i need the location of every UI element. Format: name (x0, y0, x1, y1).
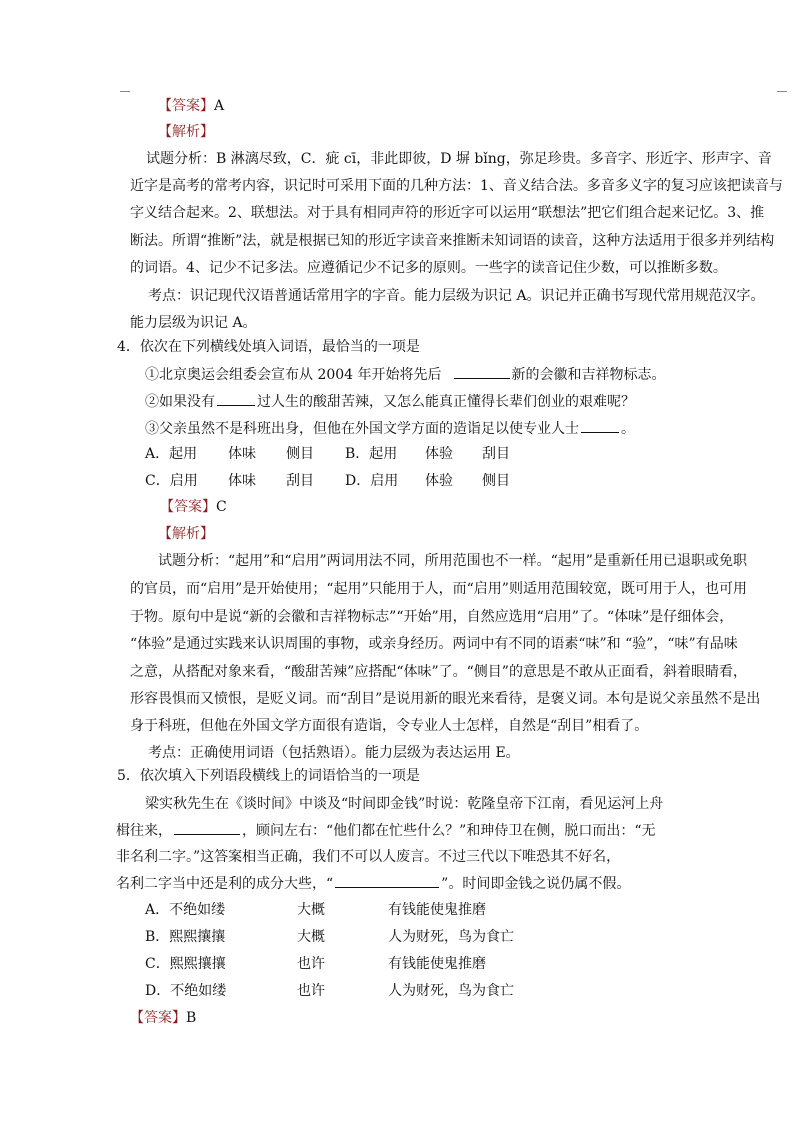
option-a: A．不绝如缕 (145, 902, 226, 918)
passage-line: 名利二字当中还是利的成分大些，“ ”。时间即金钱之说仍属不假。 (116, 873, 630, 894)
kaodian-text: 能力层级为识记 A。 (130, 315, 257, 331)
option-a-word3: 侧目 (286, 446, 314, 462)
option-c-word3: 有钱能使鬼推磨 (388, 956, 486, 972)
answer-line (158, 96, 224, 116)
option-a-word2: 体味 (228, 446, 256, 462)
question-stem: 4．依次在下列横线处填入词语，最恰当的一项是 (117, 339, 420, 355)
blank (174, 820, 240, 835)
option-b-word2: 大概 (297, 929, 325, 945)
option-b: B．起用 (345, 446, 398, 462)
blank (581, 418, 619, 433)
answer-value: A (214, 98, 225, 114)
option-a-word3: 有钱能使鬼推磨 (388, 902, 486, 918)
option-d-word3: 侧目 (482, 473, 510, 489)
option-d-word2: 也许 (297, 983, 325, 999)
analysis-text-line: 近字是高考的常考内容，识记时可采用下面的几种方法：1、音义结合法。多音多义字的复习应该把读音与 (130, 178, 783, 194)
option-c: C．熙熙攘攘 (145, 956, 226, 972)
answer-tag: 【答案】 (158, 98, 214, 114)
analysis-text-line: 的官员，而“启用”是开始使用；“起用”只能用于人，而“启用”则适用范围较宽，既可用于人，也可用 (130, 581, 747, 597)
kaodian-text: 考点：识记现代汉语普通话常用字的字音。能力层级为识记 A。识记并正确书写现代常用规范汉字。 (148, 288, 765, 304)
option-c-word2: 也许 (297, 956, 325, 972)
answer-value: C (216, 499, 227, 515)
answer-line (130, 1008, 196, 1028)
sentence-2: ②如果没有 过人生的酸甜苦辣，又怎么能真正懂得长辈们创业的艰难呢？ (145, 391, 635, 412)
option-b-word2: 体验 (425, 446, 453, 462)
option-a-word2: 大概 (297, 902, 325, 918)
option-b-word3: 人为财死，鸟为食亡 (388, 929, 514, 945)
option-c: C．启用 (145, 473, 198, 489)
option-c-word3: 刮目 (286, 473, 314, 489)
question-stem: 5．依次填入下列语段横线上的词语恰当的一项是 (117, 768, 420, 784)
analysis-tag: 【解析】 (158, 526, 214, 542)
answer-tag: 【答案】 (160, 499, 216, 515)
option-c-word2: 体味 (228, 473, 256, 489)
blank (454, 364, 510, 379)
analysis-text-line: 试题分析：B 淋漓尽致，C．疵 cī，非此即彼，D 塀 bǐng，弥足珍贵。多音字、形近字、形声字、音 (146, 151, 772, 167)
kaodian-text: 考点：正确使用词语（包括熟语）。能力层级为表达运用 E。 (148, 745, 520, 761)
passage-line: 楫往来， ，顾问左右：“他们都在忙些什么？”和珅侍卫在侧，脱口而出：“无 (116, 820, 655, 841)
option-d-word3: 人为财死，鸟为食亡 (388, 983, 514, 999)
option-b: B．熙熙攘攘 (145, 929, 226, 945)
analysis-text-line: 字义结合起来。2、联想法。对于具有相同声符的形近字可以运用“联想法”把它们组合起来记忆。3、推 (130, 205, 765, 221)
analysis-text-line: 断法。所谓“推断”法，就是根据已知的形近字读音来推断未知词语的读音，这种方法适用于很多并列结构 (130, 233, 775, 249)
analysis-text-line: “体验”是通过实践来认识周围的事物，或亲身经历。两词中有不同的语素“味”和 “验”，“味”有品味 (130, 636, 738, 652)
option-a: A．起用 (145, 446, 198, 462)
analysis-text-line: 之意，从搭配对象来看，“酸甜苦辣”应搭配“体味”了。“侧目”的意思是不敢从正面看，斜着眼睛看， (130, 664, 747, 680)
blank (217, 391, 255, 406)
option-d-word2: 体验 (425, 473, 453, 489)
page-corner-mark-right (777, 91, 787, 92)
analysis-tag: 【解析】 (158, 124, 214, 140)
analysis-text-line: 于物。原句中是说“新的会徽和吉祥物标志”“开始”用，自然应选用“启用”了。“体味”是仔细体会， (130, 609, 734, 625)
option-b-word3: 刮目 (482, 446, 510, 462)
passage-line: 非名利二字。”这答案相当正确，我们不可以人废言。不过三代以下唯恐其不好名， (116, 849, 621, 865)
analysis-text-line: 身于科班，但他在外国文学方面很有造诣，令专业人士怎样，自然是“刮目”相看了。 (130, 718, 649, 734)
answer-value: B (186, 1010, 197, 1026)
option-d: D．启用 (345, 473, 399, 489)
passage-line: 梁实秋先生在《谈时间》中谈及“时间即金钱”时说：乾隆皇帝下江南，看见运河上舟 (145, 796, 664, 812)
analysis-text-line: 形容畏惧而又愤恨，是贬义词。而“刮目”是说用新的眼光来看待，是褒义词。本句是说父亲虽然不是出 (130, 691, 761, 707)
page-corner-mark-left (120, 91, 130, 92)
answer-tag: 【答案】 (130, 1010, 186, 1026)
analysis-text-line: 试题分析：“起用”和“启用”两词用法不同，所用范围也不一样。“起用”是重新任用已退职或免职 (158, 553, 747, 569)
sentence-1: ①北京奥运会组委会宣布从 2004 年开始将先后 新的会徽和吉祥物标志。 (145, 364, 666, 385)
analysis-text-line: 的词语。4、记少不记多法。应遵循记少不记多的原则。一些字的读音记住少数，可以推断多数。 (130, 260, 727, 276)
sentence-3: ③父亲虽然不是科班出身，但他在外国文学方面的造诣足以使专业人士 。 (145, 418, 635, 439)
blank (335, 873, 439, 888)
option-d: D．不绝如缕 (145, 983, 227, 999)
answer-line (160, 497, 227, 517)
